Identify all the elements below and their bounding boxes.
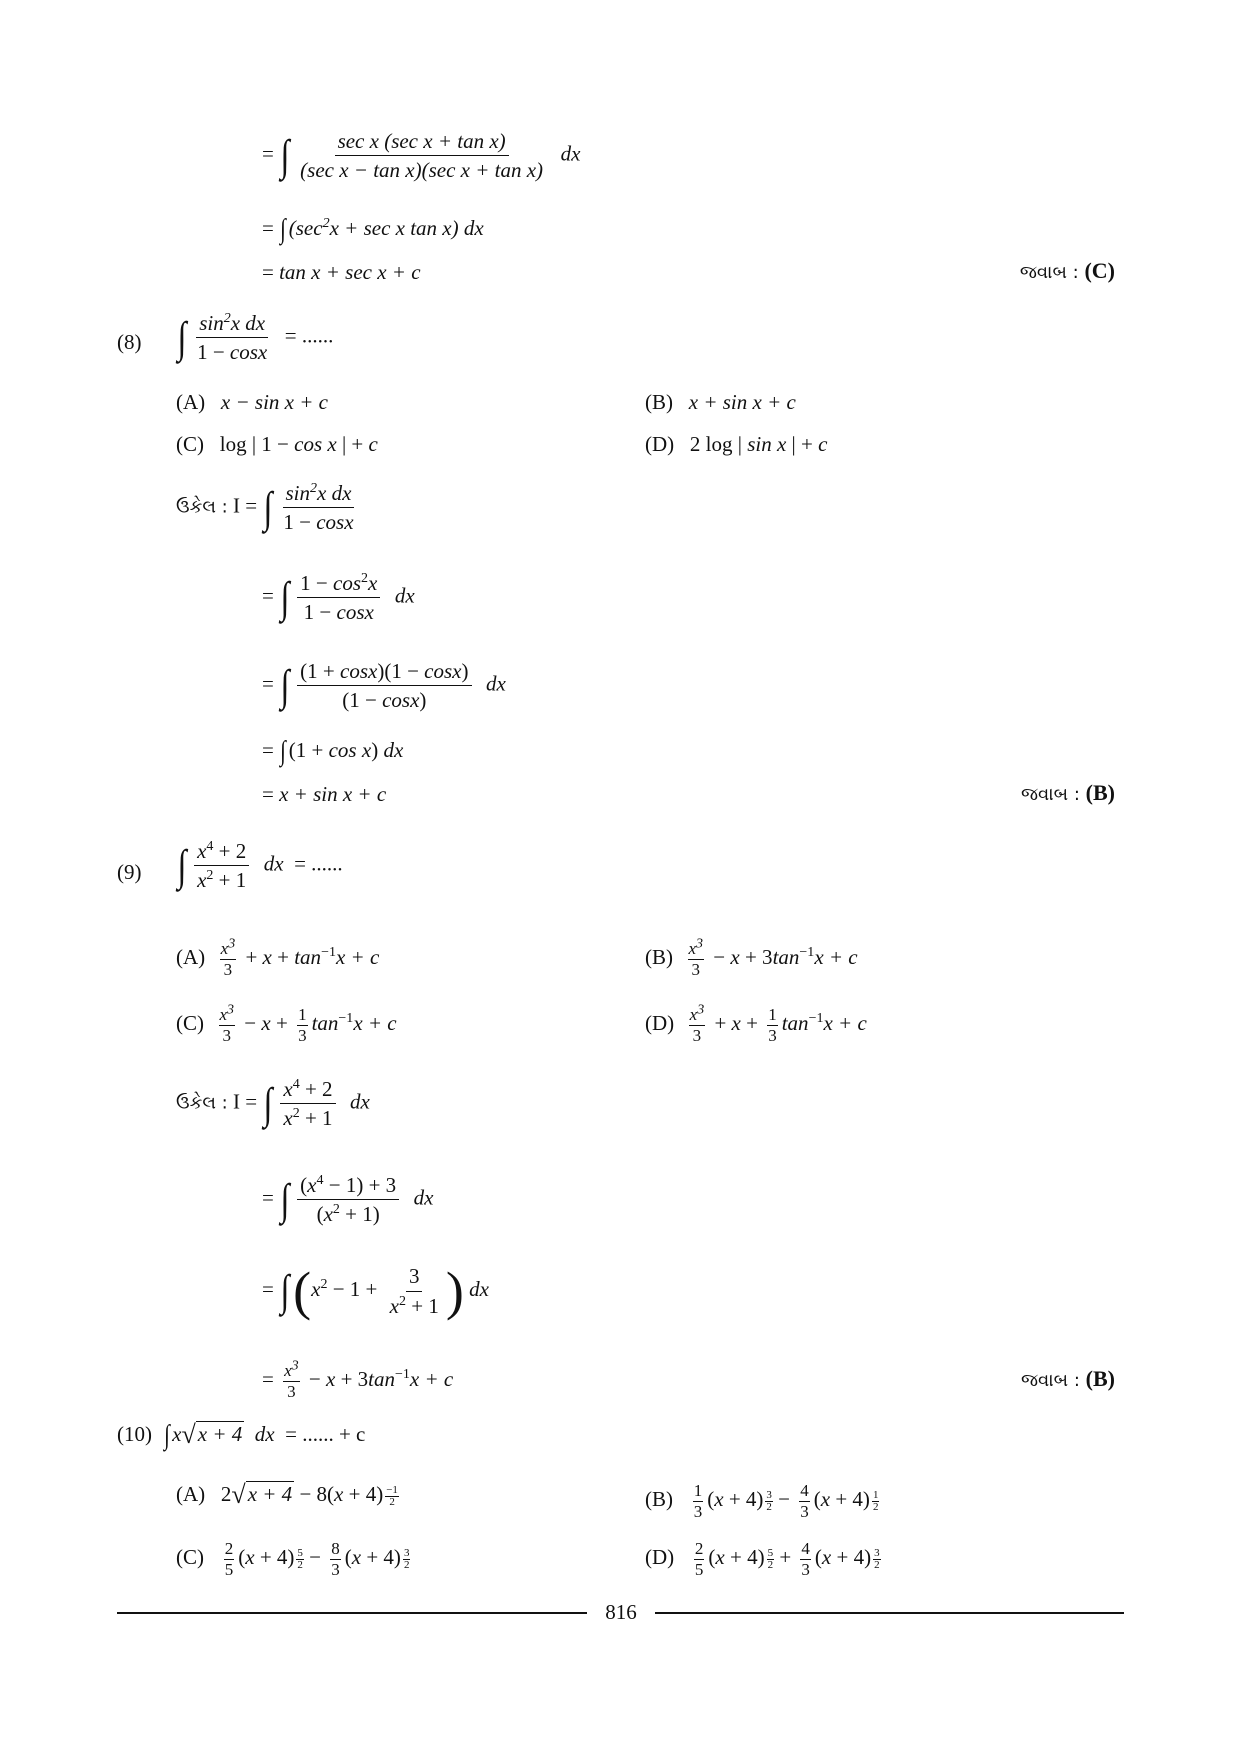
q8-solution-4: = ∫ (1 + cos x) dx xyxy=(262,736,404,767)
q8-solution-2: = ∫ $\frac{1 - \cos^2x}{1 - \cos x}$ dx xyxy=(262,571,415,625)
q10-question: (10) ∫ x√x + 4 dx = ...... + c xyxy=(117,1420,366,1452)
q9-solution-1: ઉકેલ : I = ∫ $\frac{x^4 + 2}{x^2 + 1}$ dx xyxy=(176,1077,370,1131)
q8-option-b: (B) x + sin x + c xyxy=(645,390,796,414)
page-number: 816 xyxy=(605,1600,637,1624)
q8-solution-5: = x + sin x + c xyxy=(262,782,387,806)
q10-option-d: (D) $\frac{2}{5}$ (x + 4) $\frac{5}{2}$ + $\frac{4}{3}$ (x + 4) $\frac{3}{2}$ xyxy=(645,1539,880,1579)
q9-solution-3: = $\int(x^2 - 1$ + $\frac{3}{x^2 + 1}$ ) dx xyxy=(262,1261,489,1321)
q8-option-a: (A) x − sin x + c xyxy=(176,390,328,414)
q8-question: ∫ $\frac{\sin^2x dx}{1 - \cos x}$ = ...... xyxy=(177,311,334,365)
q9-solution-2: = ∫ $\frac{(x^4 - 1) + 3}{(x^2 + 1)}$ dx xyxy=(262,1173,434,1227)
q9-number: (9) xyxy=(117,860,142,884)
q9-option-a: (A) $\frac{x^3}{3}$ + $x + \tan^{-1}x + c$ xyxy=(176,936,380,979)
q9-option-c: (C) $\frac{x^3}{3}$ − x + $\frac{1}{3}$ $\tan^{-1}x + c$ xyxy=(176,1002,397,1045)
q9-solution-4: = $\frac{x^3}{3}$ − $x + 3\tan^{-1}x + c$ xyxy=(262,1358,454,1401)
integral-sign: ∫ xyxy=(280,214,286,245)
q9-option-d: (D) $\frac{x^3}{3}$ + x + $\frac{1}{3}$ $\tan^{-1}x + c$ xyxy=(645,1002,867,1045)
footer-rule-right xyxy=(655,1612,1124,1614)
q10-option-a: (A) 2√x + 4 − 8(x + 4) $\frac{-1}{2}$ xyxy=(176,1480,398,1509)
q9-question: ∫ $\frac{x^4 + 2}{x^2 + 1}$ dx = ...... xyxy=(177,839,343,893)
q9-suffix: = ...... xyxy=(294,851,343,876)
prev-step-2: = ∫ ($\sec^2x + \sec x$ tan x) dx xyxy=(262,214,484,245)
prev-step-1: = ∫ $\frac{\text{sec x (sec x + tan x)}}{\text{(sec x − tan x)(sec x + tan x)}}$ dx xyxy=(262,129,581,183)
q8-option-c: (C) log | 1 − cos x | + c xyxy=(176,432,378,456)
integral-sign: ∫ xyxy=(280,130,290,180)
q9-answer: જવાબ : (B) xyxy=(1021,1366,1115,1391)
q8-solution-1: ઉકેલ : I = ∫ $\frac{\sin^2x dx}{1 - \cos x}$ xyxy=(176,481,354,535)
q8-number: (8) xyxy=(117,330,142,354)
prev-step-3: = tan x + sec x + c xyxy=(262,260,421,284)
q10-number: (10) xyxy=(117,1422,152,1446)
q8-answer: જવાબ : (B) xyxy=(1021,780,1115,805)
q10-option-c: (C) $\frac{2}{5}$ (x + 4) $\frac{5}{2}$ − $\frac{8}{3}$ (x + 4) $\frac{3}{2}$ xyxy=(176,1539,410,1579)
q8-option-d: (D) 2 log | sin x | + c xyxy=(645,432,828,456)
q10-suffix: = ...... + c xyxy=(285,1422,366,1446)
q9-option-b: (B) $\frac{x^3}{3}$ − $x + 3\tan^{-1}x + c$ xyxy=(645,936,858,979)
prev-answer: જવાબ : (C) xyxy=(1019,258,1115,283)
q8-solution-3: = ∫ $\frac{(1 + \cos x)(1 - \cos x)}{(1 - \cos x)}$ dx xyxy=(262,659,506,713)
q8-suffix: = ...... xyxy=(284,323,334,348)
q10-option-b: (B) $\frac{1}{3}$ (x + 4) $\frac{3}{2}$ − $\frac{4}{3}$ (x + 4) $\frac{1}{2}$ xyxy=(645,1481,879,1521)
footer-rule-left xyxy=(117,1612,587,1614)
